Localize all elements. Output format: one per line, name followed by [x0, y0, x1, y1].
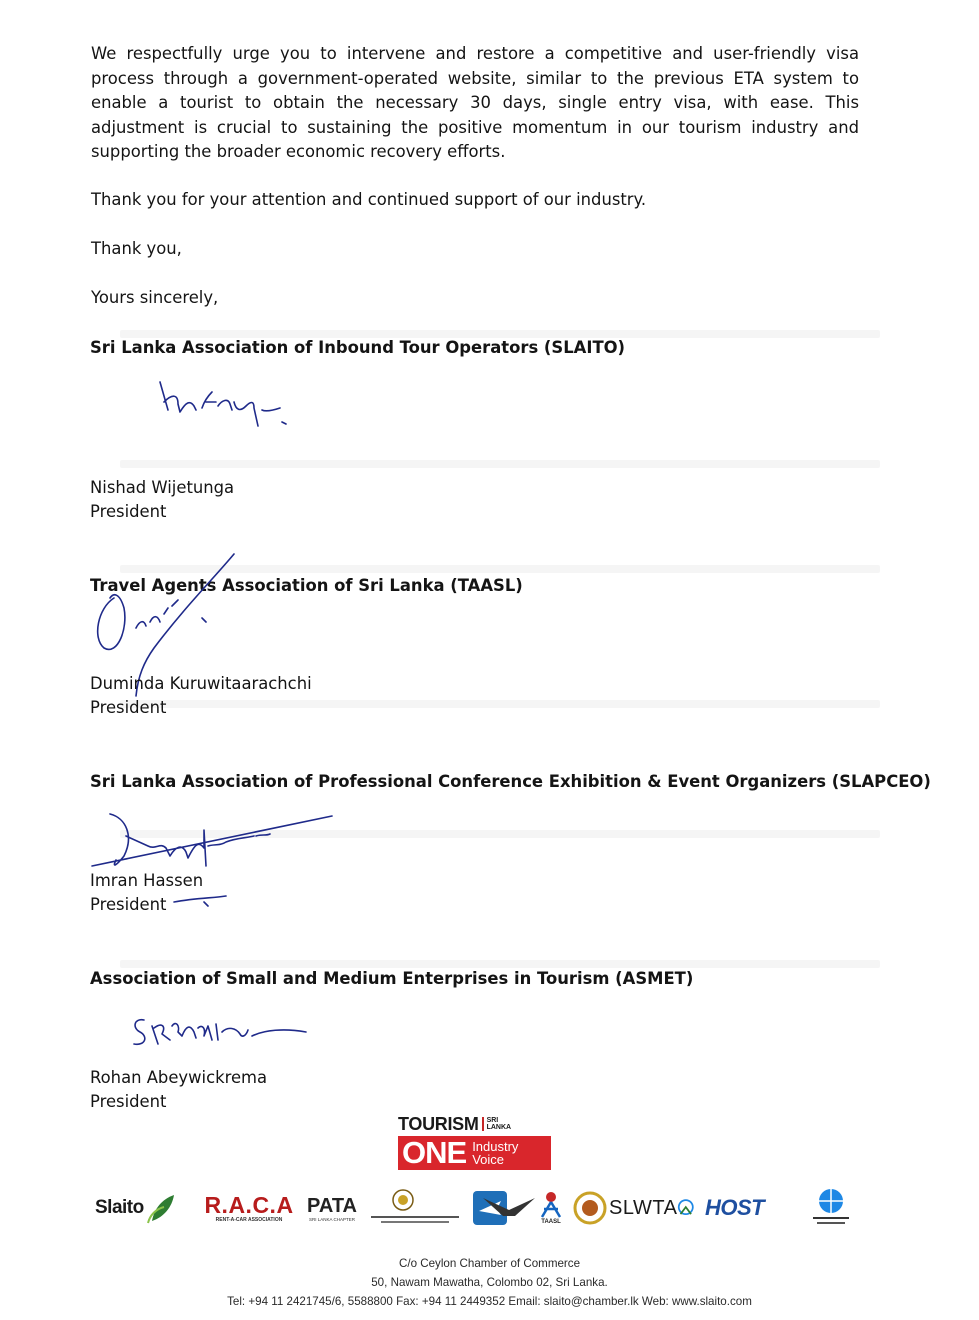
show-through-line [120, 830, 880, 838]
slapceo-round-icon [573, 1191, 607, 1225]
signatory-name: Nishad Wijetunga [90, 478, 235, 497]
signatory-title: President [90, 698, 167, 717]
footer-address: 50, Nawam Mawatha, Colombo 02, Sri Lanka. [371, 1276, 608, 1289]
tar-logo [481, 1186, 537, 1230]
industry-word: Industry [472, 1139, 519, 1154]
signatory-name: Imran Hassen [90, 871, 204, 890]
association-logos [95, 1186, 860, 1230]
signatory-title: President [90, 1092, 167, 1111]
slwta-swirl-icon [677, 1197, 695, 1219]
signature-rohan-abeywickrema [124, 1006, 324, 1056]
pata-logo: PATA SRI LANKA CHAPTER [307, 1194, 357, 1222]
industry-voice [472, 1140, 518, 1166]
wing-icon [481, 1190, 537, 1226]
lanka-word: LANKA [486, 1124, 512, 1131]
slwta-logo: SLWTA [609, 1186, 695, 1230]
globe-icon [807, 1187, 855, 1229]
slaito-leaf-icon [144, 1191, 178, 1225]
show-through-line [120, 700, 880, 708]
sri-word: SRI [486, 1117, 499, 1124]
show-through-line [120, 960, 880, 968]
slapceo-logo [573, 1186, 609, 1230]
signatory-organization: Sri Lanka Association of Inbound Tour Operators (SLAITO) [90, 338, 626, 357]
one-word: ONE [402, 1135, 467, 1170]
seal-logo [367, 1186, 463, 1230]
signature-nishad-wijetunga [150, 372, 300, 444]
signatory-organization: Sri Lanka Association of Professional Conference Exhibition & Event Organizers (SLAPCEO) [90, 772, 931, 791]
voice-word: Voice [472, 1152, 504, 1167]
signatory-name: Rohan Abeywickrema [90, 1068, 268, 1087]
letter-paragraph: We respectfully urge you to intervene and restore a competitive and user-friendly visa process through a government-operated website, similar to the previous ETA system to enable a tourist to obtain the necessary 30 days, single entry visa, with ease. This adjustment is crucial to sustaining the positive momentum in our tourism industry and supporting the broader economic recovery efforts. [91, 44, 859, 162]
tourism-one-banner [398, 1136, 551, 1170]
tourism-one-top [398, 1113, 511, 1135]
taasl-logo: TAASL [535, 1186, 567, 1230]
show-through-line [120, 565, 880, 573]
closing-line: Yours sincerely, [91, 288, 219, 307]
slaito-logo: Slaito [95, 1186, 185, 1230]
signatory-organization: Travel Agents Association of Sri Lanka (TAASL) [90, 576, 523, 595]
host-logo: HOST [705, 1195, 765, 1220]
letter-paragraph: Thank you for your attention and continued support of our industry. [91, 190, 647, 209]
footer-care-of: C/o Ceylon Chamber of Commerce [398, 1257, 581, 1270]
signatory-title: President [90, 502, 167, 521]
taasl-figure-icon [538, 1191, 564, 1219]
signatory-name: Duminda Kuruwitaarachchi [90, 674, 312, 693]
raca-logo: R.A.C.A RENT-A-CAR ASSOCIATION [204, 1192, 294, 1223]
tourism-one-logo [398, 1113, 554, 1173]
thank-you-line: Thank you, [91, 239, 182, 258]
crest-icon [367, 1188, 463, 1228]
signatory-organization: Association of Small and Medium Enterprises in Tourism (ASMET) [90, 969, 694, 988]
signatory-title: President [90, 895, 167, 914]
tourism-word: TOURISM [398, 1113, 479, 1134]
footer-contact: Tel: +94 11 2421745/6, 5588800 Fax: +94 11 2449352 Email: slaito@chamber.lk Web: www.slaito.com [227, 1295, 752, 1308]
show-through-line [120, 460, 880, 468]
sri-lanka-mark [482, 1117, 512, 1131]
airline-reps-logo [807, 1186, 855, 1230]
